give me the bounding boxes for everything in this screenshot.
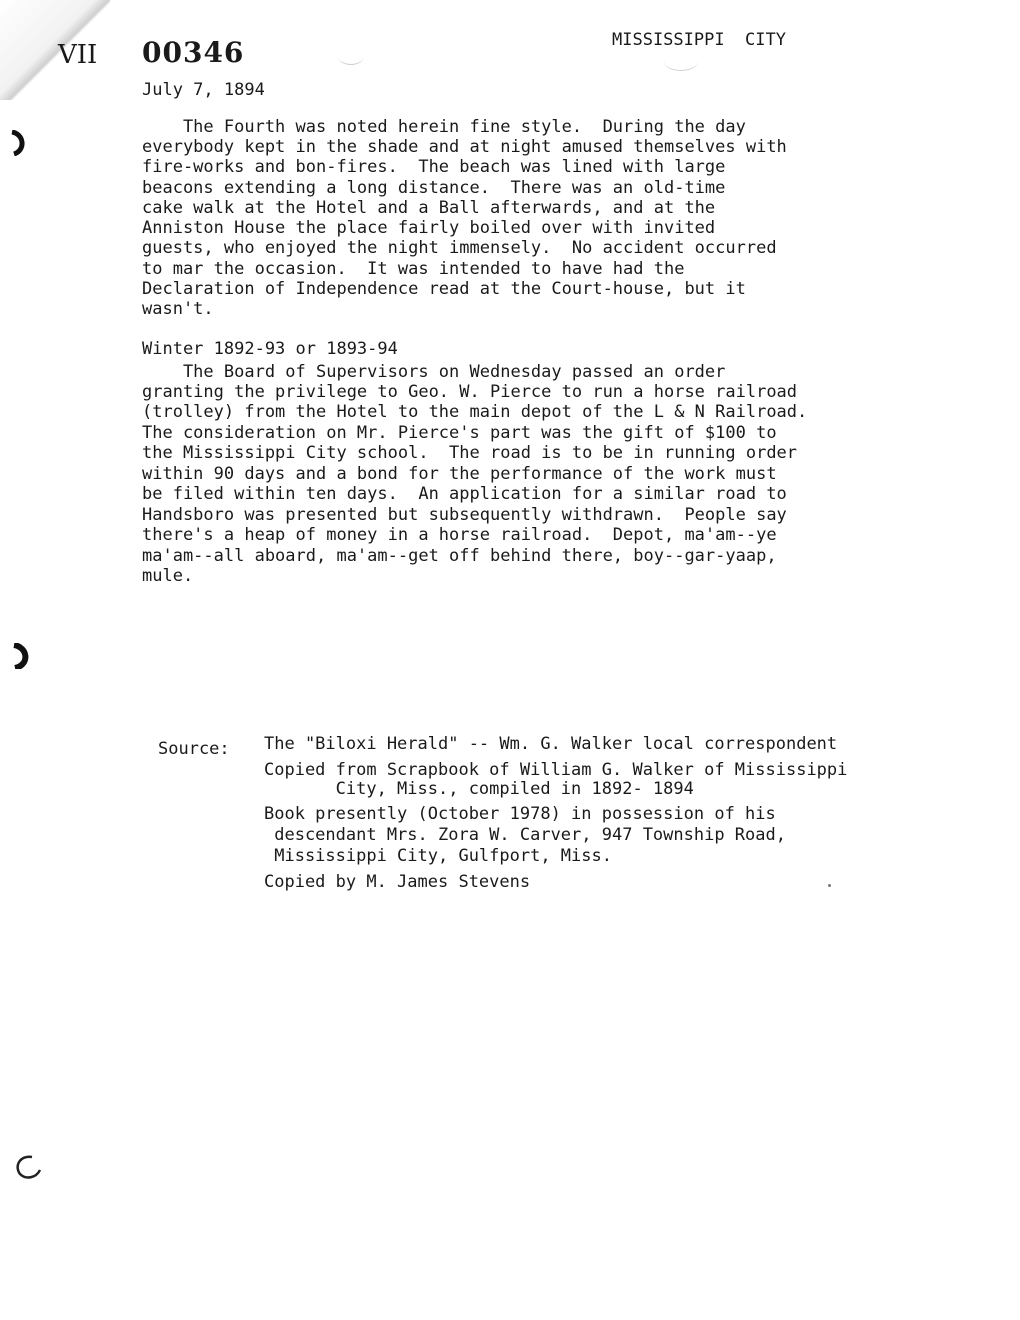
punch-hole-icon	[8, 130, 34, 156]
paper-mark	[828, 884, 831, 887]
entry1-line: Declaration of Independence read at the Court-house, but it	[142, 279, 746, 299]
entry2-date: Winter 1892-93 or 1893-94	[142, 339, 398, 359]
source-label: Source:	[158, 739, 230, 759]
paper-mark	[664, 52, 698, 71]
entry1-line: everybody kept in the shade and at night amused themselves with	[142, 137, 787, 157]
punch-hole-icon	[10, 643, 36, 669]
entry2-line: granting the privilege to Geo. W. Pierce to run a horse railroad	[142, 382, 798, 402]
source-line: Mississippi City, Gulfport, Miss.	[264, 846, 612, 866]
entry1-line: Anniston House the place fairly boiled over with invited	[142, 218, 716, 238]
source-line: Copied by M. James Stevens	[264, 872, 531, 892]
document-number: 00346	[142, 36, 245, 69]
entry2-line: ma'am--all aboard, ma'am--get off behind there, boy--gar-yaap,	[142, 546, 777, 566]
source-line: City, Miss., compiled in 1892- 1894	[264, 779, 694, 799]
source-line: descendant Mrs. Zora W. Carver, 947 Township Road,	[264, 825, 786, 845]
roman-numeral-mark: VII	[58, 40, 98, 70]
entry2-line: The Board of Supervisors on Wednesday passed an order	[142, 362, 726, 382]
entry2-line: within 90 days and a bond for the performance of the work must	[142, 464, 777, 484]
entry2-line: mule.	[142, 566, 194, 586]
entry1-line: beacons extending a long distance. There was an old-time	[142, 178, 726, 198]
entry1-line: guests, who enjoyed the night immensely. No accident occurred	[142, 238, 777, 258]
place-heading: MISSISSIPPI CITY	[612, 30, 786, 50]
source-line: Book presently (October 1978) in possession of his	[264, 804, 776, 824]
entry1-line: The Fourth was noted herein fine style. During the day	[142, 117, 746, 137]
entry2-line: Handsboro was presented but subsequently withdrawn. People say	[142, 505, 787, 525]
entry1-line: wasn't.	[142, 299, 214, 319]
punch-hole-icon	[12, 1152, 42, 1182]
entry1-line: cake walk at the Hotel and a Ball afterwards, and at the	[142, 198, 716, 218]
entry2-line: there's a heap of money in a horse railroad. Depot, ma'am--ye	[142, 525, 777, 545]
entry2-line: the Mississippi City school. The road is to be in running order	[142, 443, 798, 463]
entry1-line: fire-works and bon-fires. The beach was lined with large	[142, 157, 726, 177]
entry2-line: (trolley) from the Hotel to the main depot of the L & N Railroad.	[142, 402, 808, 422]
entry2-line: The consideration on Mr. Pierce's part was the gift of $100 to	[142, 423, 777, 443]
source-line: Copied from Scrapbook of William G. Walker of Mississippi	[264, 760, 848, 780]
source-line: The "Biloxi Herald" -- Wm. G. Walker local correspondent	[264, 734, 838, 754]
entry1-date: July 7, 1894	[142, 80, 265, 100]
entry2-line: be filed within ten days. An application for a similar road to	[142, 484, 787, 504]
entry1-line: to mar the occasion. It was intended to have had the	[142, 259, 685, 279]
paper-mark	[338, 48, 364, 65]
